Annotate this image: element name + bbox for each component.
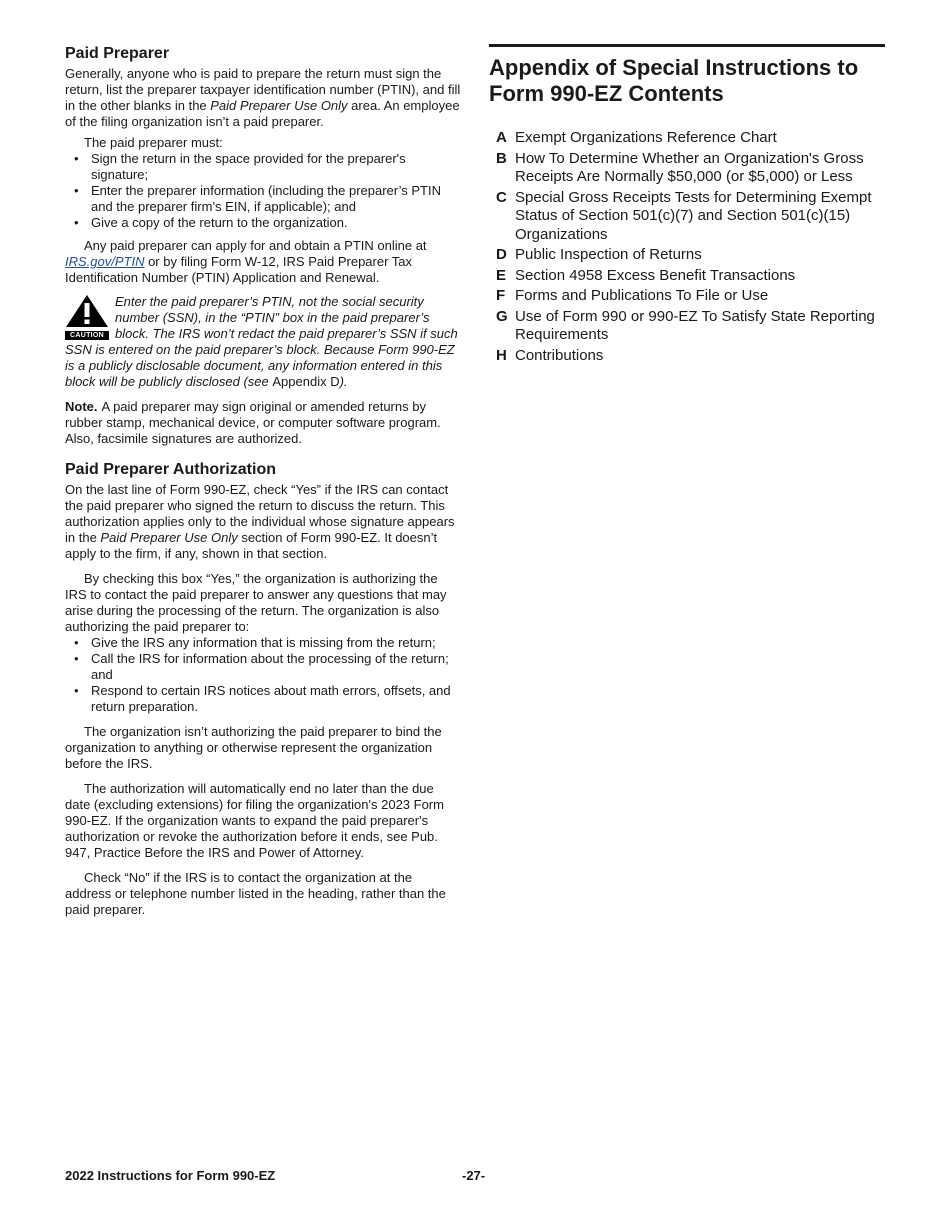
caution-block: CAUTION Enter the paid preparer’s PTIN, not the social security number (SSN), in the “PTIN” box in the paid preparer’s block. The IRS won’t redact the paid preparer’s SSN if such SSN is entered on the paid preparer’s block. Because Form 990-EZ is a publicly disclosable document, any information entered in this block will be publicly disclosed (see Appendix D). bbox=[65, 294, 458, 389]
appendix-d-ref: Appendix D bbox=[272, 374, 340, 389]
warning-triangle-icon bbox=[65, 294, 109, 327]
contents-item: D Public Inspection of Returns bbox=[496, 246, 702, 263]
list-item: • Give a copy of the return to the organization. bbox=[65, 215, 461, 231]
list-item: • Sign the return in the space provided for the preparer's signature; bbox=[65, 151, 461, 183]
page-number: -27- bbox=[462, 1168, 486, 1183]
appendix-heading: Appendix of Special Instructions to Form 990-EZ Contents bbox=[489, 55, 859, 106]
contents-item: E Section 4958 Excess Benefit Transactions bbox=[496, 266, 796, 284]
appendix-contents-list bbox=[489, 129, 885, 365]
contents-item: G Use of Form 990 or 990-EZ To Satisfy State Reporting Requirements bbox=[496, 307, 875, 343]
contents-item: B How To Determine Whether an Organization's Gross Receipts Are Normally $50,000 (or $5,000) or Less bbox=[496, 149, 864, 185]
right-column bbox=[489, 44, 885, 367]
note-label: Note. bbox=[65, 399, 98, 414]
list-item: • Respond to certain IRS notices about math errors, offsets, and return preparation. bbox=[65, 683, 461, 715]
paid-preparer-intro: Generally, anyone who is paid to prepare the return must sign the return, list the preparer taxpayer identification number (PTIN), and fill in the other blanks in the Paid Preparer Use Only area. An employee of the filing organization isn’t a paid preparer. bbox=[65, 66, 461, 129]
authorization-heading: Paid Preparer Authorization bbox=[65, 461, 276, 478]
caution-label: CAUTION bbox=[65, 331, 109, 340]
contents-item: F Forms and Publications To File or Use bbox=[496, 287, 769, 304]
authorization-p5: Check “No” if the IRS is to contact the organization at the address or telephone number listed in the heading, rather than the paid preparer. bbox=[65, 870, 446, 917]
contents-item: C Special Gross Receipts Tests for Determining Exempt Status of Section 501(c)(7) and Section 501(c)(15) Organizations bbox=[496, 188, 872, 243]
section-rule bbox=[489, 44, 885, 47]
contents-item: H Contributions bbox=[496, 346, 604, 364]
contents-item: A Exempt Organizations Reference Chart bbox=[496, 129, 777, 146]
list-item: • Enter the preparer information (including the preparer’s PTIN and the preparer firm’s EIN, if applicable); and bbox=[65, 183, 461, 215]
must-intro: The paid preparer must: bbox=[84, 135, 223, 150]
caution-text: Enter the paid preparer’s PTIN, not the social security number (SSN), in the “PTIN” box in the paid preparer’s block. The IRS won’t redact the paid preparer’s SSN if such SSN is entered on the paid preparer’s block. Because Form 990-EZ is a publicly disclosable document, any information entered in this block will be publicly disclosed (see bbox=[65, 294, 458, 389]
preparer-must-list bbox=[65, 151, 461, 231]
paid-preparer-heading: Paid Preparer bbox=[65, 45, 170, 62]
left-column bbox=[65, 44, 461, 923]
authorization-p4: The authorization will automatically end no later than the due date (excluding extensions) for filing the organization's 2023 Form 990-EZ. If the organization wants to expand the paid preparer's authorization or revoke the authorization before it ends, see Pub. 947, Practice Before the IRS and Power of Attorney. bbox=[65, 781, 444, 860]
authorization-list bbox=[65, 635, 461, 715]
authorization-p3: The organization isn’t authorizing the paid preparer to bind the organization to anything or otherwise represent the organization before the IRS. bbox=[65, 724, 442, 771]
authorization-p1: On the last line of Form 990-EZ, check “Yes” if the IRS can contact the paid preparer who signed the return to discuss the return. This authorization applies only to the individual whose signature appears in the Paid Preparer Use Only section of Form 990-EZ. It doesn’t apply to the firm, if any, shown in that section. bbox=[65, 482, 455, 561]
authorization-p2: By checking this box “Yes,” the organization is authorizing the IRS to contact the paid preparer to answer any questions that may arise during the processing of the return. The organization is also authorizing the paid preparer to: bbox=[65, 571, 447, 634]
list-item: • Call the IRS for information about the processing of the return; and bbox=[65, 651, 461, 683]
note-paragraph: Note. A paid preparer may sign original or amended returns by rubber stamp, mechanical device, or computer software program. Also, facsimile signatures are authorized. bbox=[65, 399, 441, 446]
list-item: • Give the IRS any information that is missing from the return; bbox=[65, 635, 461, 651]
ptin-link[interactable]: IRS.gov/PTIN bbox=[65, 254, 145, 269]
ptin-paragraph: Any paid preparer can apply for and obtain a PTIN online at IRS.gov/PTIN or by filing Form W-12, IRS Paid Preparer Tax Identification Number (PTIN) Application and Renewal. bbox=[65, 238, 427, 285]
caution-icon bbox=[65, 294, 109, 339]
footer-form-title: 2022 Instructions for Form 990-EZ bbox=[65, 1168, 276, 1183]
